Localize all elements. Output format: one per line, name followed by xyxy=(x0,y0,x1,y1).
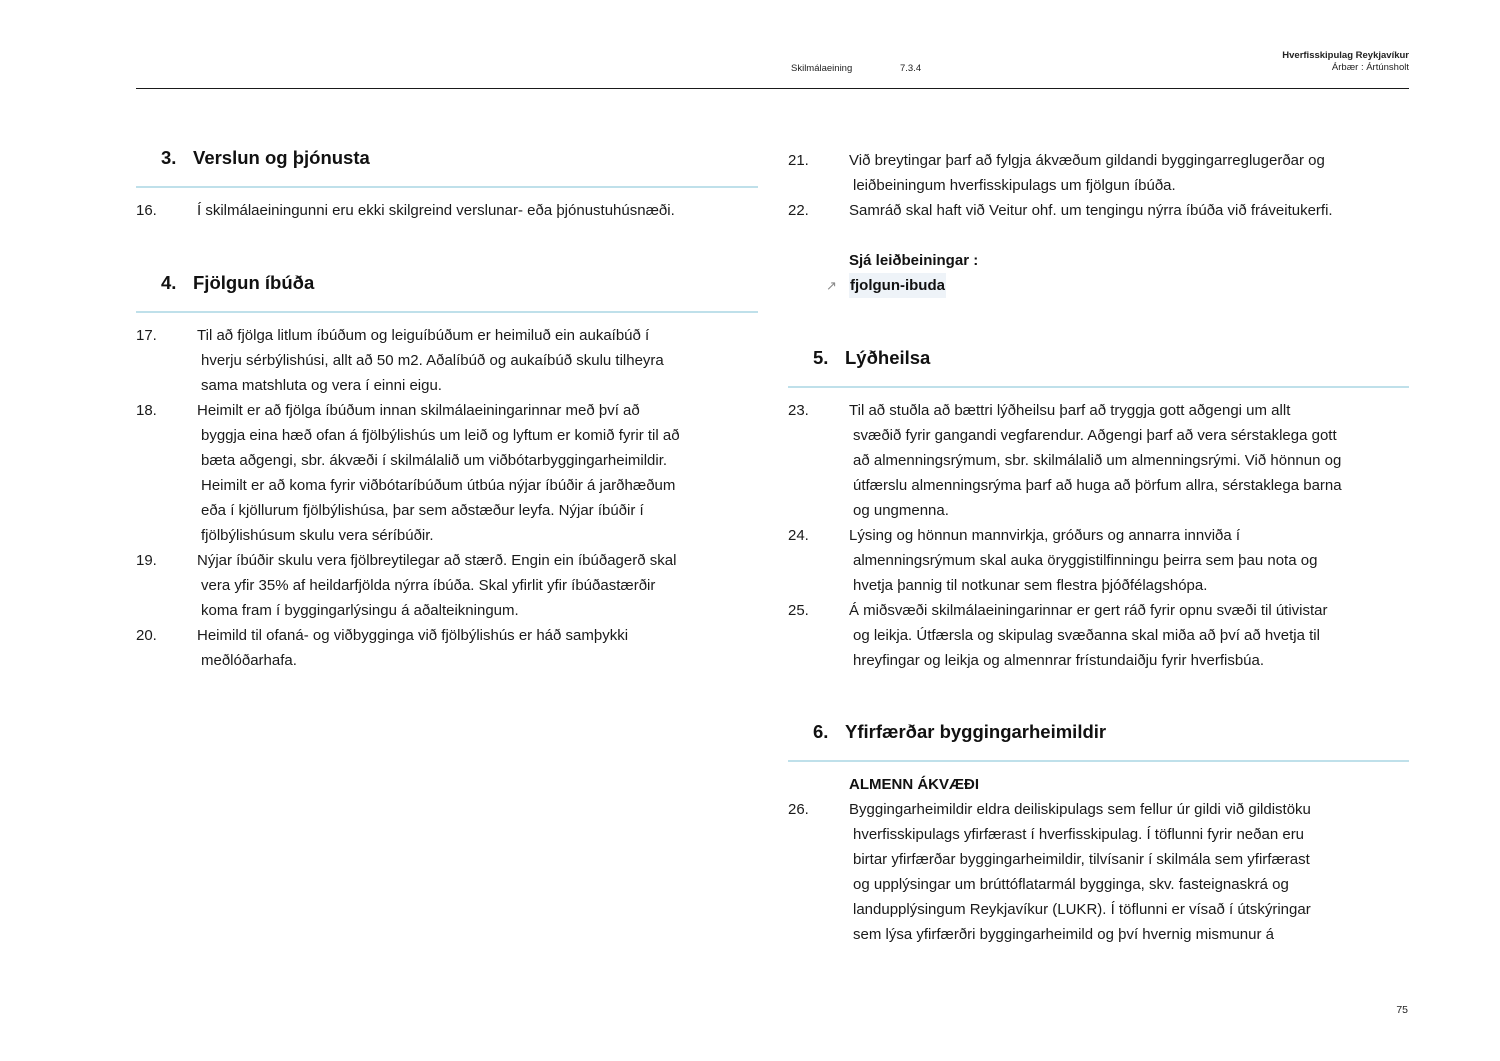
item-line: Samráð skal haft við Veitur ohf. um tengingu nýrra íbúða við fráveitukerfi. xyxy=(849,202,1333,219)
section-number: 3. xyxy=(161,147,177,168)
guidance-link[interactable]: fjolgun-ibuda xyxy=(849,273,946,298)
guidance-label: Sjá leiðbeiningar : xyxy=(849,252,979,269)
item-line: Í skilmálaeiningunni eru ekki skilgreind verslunar- eða þjónustuhúsnæði. xyxy=(197,202,675,219)
item-body xyxy=(849,797,1409,947)
item-body xyxy=(849,398,1409,523)
header-unit-number: 7.3.4 xyxy=(900,63,922,74)
item-line: að almenningsrýmum, sbr. skilmálalið um almenningsrými. Við hönnun og xyxy=(853,452,1342,469)
item-line: Lýsing og hönnun mannvirkja, gróðurs og annarra innviða í xyxy=(849,527,1241,544)
section-title: Fjölgun íbúða xyxy=(193,272,315,293)
item-line: Við breytingar þarf að fylgja ákvæðum gildandi byggingarreglugerðar og xyxy=(849,152,1325,169)
item-line: leiðbeiningum hverfisskipulags um fjölgun íbúða. xyxy=(853,177,1176,194)
item-number: 17. xyxy=(136,327,157,344)
item-line: meðlóðarhafa. xyxy=(201,652,297,669)
item-line: Heimilt er að fjölga íbúðum innan skilmálaeiningarinnar með því að xyxy=(197,402,640,419)
section-title: Yfirfærðar byggingarheimildir xyxy=(845,721,1107,742)
item-line: hverfisskipulags yfirfærast í hverfisskipulag. Í töflunni fyrir neðan eru xyxy=(853,826,1305,843)
item-line: hreyfingar og leikja og almennrar frístundaiðju fyrir hverfisbúa. xyxy=(853,652,1265,669)
item-body xyxy=(849,523,1409,598)
item-body xyxy=(849,198,1409,223)
item-line: hvetja þannig til notkunar sem flestra þjóðfélagshópa. xyxy=(853,577,1208,594)
item-line: útfærslu almenningsrýma þarf að huga að þörfum allra, sérstaklega barna xyxy=(853,477,1342,494)
item-number: 20. xyxy=(136,627,157,644)
item-number: 25. xyxy=(788,602,809,619)
section-number: 4. xyxy=(161,272,177,293)
item-number: 23. xyxy=(788,402,809,419)
item-line: og ungmenna. xyxy=(853,502,949,519)
item-body xyxy=(197,548,758,623)
item-number: 16. xyxy=(136,202,157,219)
item-body xyxy=(849,148,1409,198)
section-rule xyxy=(788,760,1409,762)
header-title-block xyxy=(1282,50,1409,74)
item-body xyxy=(197,398,758,548)
item-number: 22. xyxy=(788,202,809,219)
item-number: 26. xyxy=(788,801,809,818)
item-line: sem lýsa yfirfærðri byggingarheimild og því hvernig mismunur á xyxy=(853,926,1274,943)
item-line: almenningsrýmum skal auka öryggistilfinningu þeirra sem þau nota og xyxy=(853,552,1318,569)
item-line: Heimild til ofaná- og viðbygginga við fjölbýlishús er háð samþykki xyxy=(197,627,629,644)
item-line: koma fram í byggingarlýsingu á aðalteikningum. xyxy=(201,602,519,619)
header-rule xyxy=(136,88,1409,89)
sub-heading-general-provisions: ALMENN ÁKVÆÐI xyxy=(849,776,979,793)
item-line: vera yfir 35% af heildarfjölda nýrra íbúða. Skal yfirlit yfir íbúðastærðir xyxy=(201,577,656,594)
header-title: Hverfisskipulag Reykjavíkur xyxy=(1282,50,1409,61)
item-line: fjölbýlishúsum skulu vera séríbúðir. xyxy=(201,527,434,544)
item-line: landupplýsingum Reykjavíkur (LUKR). Í töflunni er vísað í útskýringar xyxy=(853,901,1311,918)
item-line: bæta aðgengi, sbr. ákvæði í skilmálalið um viðbótarbyggingarheimildir. xyxy=(201,452,668,469)
external-link-arrow-icon: ↗ xyxy=(826,278,837,293)
page-number: 75 xyxy=(1396,1004,1408,1016)
item-line: og leikja. Útfærsla og skipulag svæðanna skal miða að því að hvetja til xyxy=(853,627,1320,644)
section-number: 5. xyxy=(813,347,829,368)
header-unit-label: Skilmálaeining xyxy=(791,63,853,74)
item-line: svæðið fyrir gangandi vegfarendur. Aðgengi þarf að vera sérstaklega gott xyxy=(853,427,1337,444)
section-rule xyxy=(136,311,758,313)
section-title: Lýðheilsa xyxy=(845,347,931,368)
item-line: byggja eina hæð ofan á fjölbýlishús um leið og lyftum er komið fyrir til að xyxy=(201,427,680,444)
item-number: 21. xyxy=(788,152,809,169)
item-line: sama matshluta og vera í einni eigu. xyxy=(201,377,442,394)
item-body xyxy=(197,623,758,673)
item-number: 19. xyxy=(136,552,157,569)
section-title: Verslun og þjónusta xyxy=(193,147,370,168)
item-number: 24. xyxy=(788,527,809,544)
item-line: birtar yfirfærðar byggingarheimildir, tilvísanir í skilmála sem yfirfærast xyxy=(853,851,1310,868)
item-line: og upplýsingar um brúttóflatarmál bygginga, skv. fasteignaskrá og xyxy=(853,876,1289,893)
item-line: Til að stuðla að bættri lýðheilsu þarf að tryggja gott aðgengi um allt xyxy=(849,402,1291,419)
item-line: Á miðsvæði skilmálaeiningarinnar er gert ráð fyrir opnu svæði til útivistar xyxy=(849,602,1328,619)
section-rule xyxy=(136,186,758,188)
header-subtitle: Árbær : Ártúnsholt xyxy=(1331,62,1409,73)
item-line: Heimilt er að koma fyrir viðbótaríbúðum útbúa nýjar íbúðir á jarðhæðum xyxy=(201,477,676,494)
item-line: Byggingarheimildir eldra deiliskipulags sem fellur úr gildi við gildistöku xyxy=(849,801,1311,818)
item-line: eða í kjöllurum fjölbýlishúsa, þar sem aðstæður leyfa. Nýjar íbúðir í xyxy=(201,502,644,519)
item-line: Nýjar íbúðir skulu vera fjölbreytilegar að stærð. Engin ein íbúðagerð skal xyxy=(197,552,677,569)
item-line: Til að fjölga litlum íbúðum og leiguíbúðum er heimiluð ein aukaíbúð í xyxy=(197,327,650,344)
item-body xyxy=(197,323,758,398)
item-number: 18. xyxy=(136,402,157,419)
item-body xyxy=(849,598,1409,673)
item-body xyxy=(197,198,758,223)
item-line: hverju sérbýlishúsi, allt að 50 m2. Aðalíbúð og aukaíbúð skulu tilheyra xyxy=(201,352,664,369)
section-rule xyxy=(788,386,1409,388)
section-number: 6. xyxy=(813,721,829,742)
